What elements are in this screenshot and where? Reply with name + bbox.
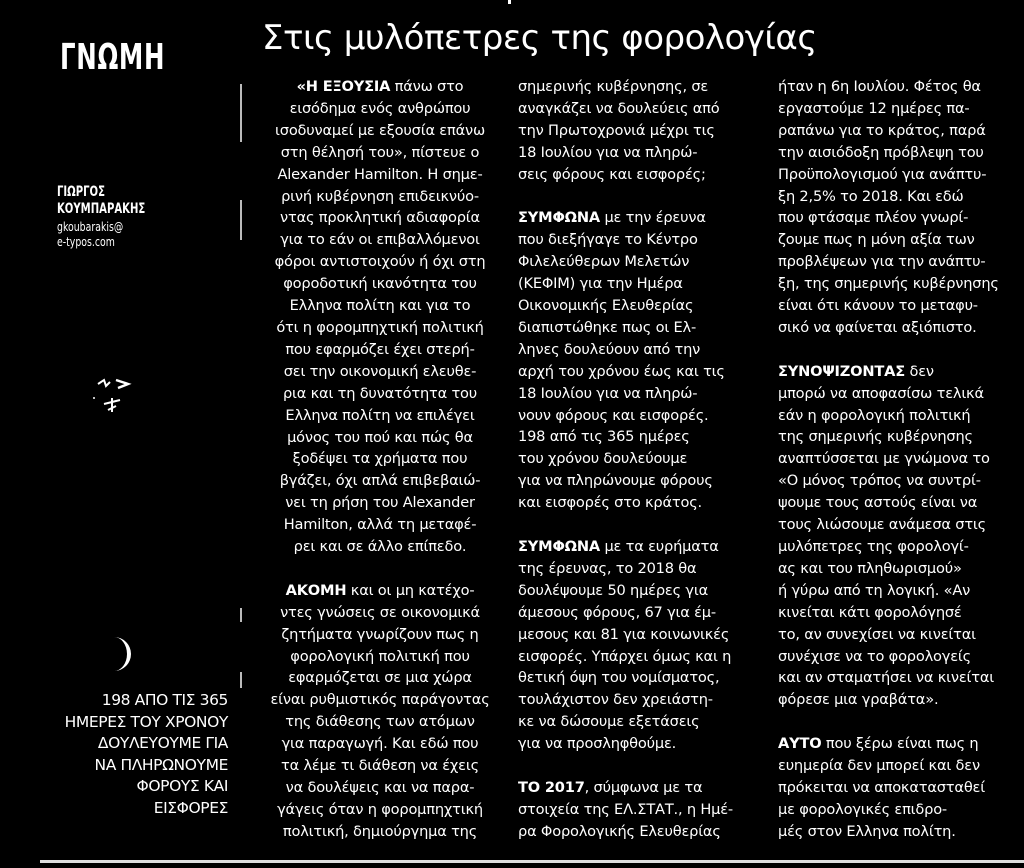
crescent-moon-icon xyxy=(108,635,138,673)
paragraph-lead: «Η ΕΞΟΥΣΙΑ xyxy=(296,78,391,95)
text-line: με φορολογικές επιδρο- xyxy=(778,800,947,818)
text-line: για να πληρώνουμε φόρους xyxy=(518,472,713,490)
text-line: φορολογική πολιτική που xyxy=(290,647,470,665)
pull-quote-line: 198 ΑΠΟ ΤΙΣ 365 xyxy=(101,691,228,709)
text-line: Alexander Hamilton. Η σημε- xyxy=(277,165,483,183)
paragraph xyxy=(262,76,498,558)
text-line: ότι η φορομπηχτική πολιτική xyxy=(276,318,484,336)
paragraph-lead: ΑΚΟΜΗ xyxy=(285,581,347,599)
article-title: Στις μυλόπετρες της φορολογίας xyxy=(262,18,817,58)
text-line: δουλέψουμε 50 ημέρες για xyxy=(518,581,709,599)
pull-quote xyxy=(52,690,228,819)
text-line: σει την οικονομική ελευθε- xyxy=(283,362,477,380)
text-line: βγάζει, όχι απλά επιβεβαιώ- xyxy=(279,472,481,490)
text-line: και αν σταματήσει να κινείται xyxy=(778,669,994,687)
author-email-line1: gkoubarakis@ xyxy=(57,220,124,234)
paragraph xyxy=(518,207,744,514)
text-line: Ελληνα πολίτη να επιλέγει xyxy=(285,406,475,424)
text-line: για παραγωγή. Και εδώ που xyxy=(281,735,479,753)
author-email-line2: e-typos.com xyxy=(57,235,115,249)
text-line: 18 Ιουλίου για να πληρώ- xyxy=(518,384,698,402)
text-line: σικό να φαίνεται αξιόπιστο. xyxy=(778,318,977,336)
text-line: Προϋπολογισμού για ανάπτυ- xyxy=(778,165,987,183)
text-line: είναι ρυθμιστικός παράγοντας xyxy=(270,691,490,709)
text-line: με την έρευνα xyxy=(604,209,706,227)
text-line: πρόκειται να αποκατασταθεί xyxy=(778,778,985,796)
column-rule xyxy=(240,672,242,688)
paragraph xyxy=(778,361,1012,712)
text-line: την αισιόδοξη πρόβλεψη του xyxy=(778,143,984,161)
text-line: μπορώ να αποφασίσω τελικά xyxy=(778,384,984,402)
text-line: πολιτική, δημιούργημα της xyxy=(282,822,478,840)
text-line: στοιχεία της ΕΛ.ΣΤΑΤ., η Ημέ- xyxy=(518,800,733,818)
text-line: εισφορές. Υπάρχει όμως και η xyxy=(518,647,732,665)
text-line: τα λέμε τι διάθεση να έχεις xyxy=(281,757,479,775)
text-line: εάν η φορολογική πολιτική xyxy=(778,406,971,424)
text-line: ζουμε πως η μόνη αξία των xyxy=(778,231,975,249)
text-line: ρα Φορολογικής Ελευθερίας xyxy=(518,822,721,840)
text-line: φόροι αντιστοιχούν ή όχι στη xyxy=(274,253,486,271)
text-line: συνέχισε να το φορολογείς xyxy=(778,647,971,665)
article-column-2 xyxy=(518,76,744,865)
pull-quote-line: ΦΟΡΟΥΣ ΚΑΙ xyxy=(136,777,228,795)
text-line: ξοδέψει τα χρήματα που xyxy=(292,450,468,468)
text-line: και οι μη κατέχο- xyxy=(350,581,475,599)
text-line: πάνω στο xyxy=(394,78,464,95)
text-line: που φτάσαμε πλέον γνωρί- xyxy=(778,209,969,227)
text-line: ρει και σε άλλο επίπεδο. xyxy=(293,538,467,556)
text-line: Φιλελεύθερων Μελετών xyxy=(518,253,690,271)
author-name-first: ΓΙΩΡΓΟΣ xyxy=(57,184,106,200)
text-line: που εφαρμόζει έχει στερή- xyxy=(285,340,475,358)
author-name xyxy=(57,184,145,218)
text-line: για το εάν οι επιβαλλόμενοι xyxy=(280,231,480,249)
text-line: προβλέψεων για την ανάπτυ- xyxy=(778,253,986,271)
text-line: φόρεσε μια γραβάτα». xyxy=(778,691,939,709)
text-line: τουλάχιστον δεν χρειάστη- xyxy=(518,691,713,709)
author-name-last: ΚΟΥΜΠΑΡΑΚΗΣ xyxy=(57,201,146,217)
text-line: κινείται κάτι φορολόγησέ xyxy=(778,603,962,621)
text-line: τους λιώσουμε ανάμεσα στις xyxy=(778,516,987,534)
text-line: κε να δώσουμε εξετάσεις xyxy=(518,713,700,731)
text-line: με τα ευρήματα xyxy=(604,538,719,555)
text-line: και εισφορές στο κράτος. xyxy=(518,494,702,512)
column-rule xyxy=(240,200,242,240)
text-line: μυλόπετρες της φορολογί- xyxy=(778,538,969,556)
text-line: ήταν η 6η Ιουλίου. Φέτος θα xyxy=(778,78,981,95)
paragraph-lead: ΣΥΜΦΩΝΑ xyxy=(518,538,600,555)
pull-quote-line: ΔΟΥΛΕΥΟΥΜΕ ΓΙΑ xyxy=(97,734,228,752)
text-line: ραπάνω για το κράτος, παρά xyxy=(778,121,986,139)
text-line: ας και του πληθωρισμού» xyxy=(778,559,962,577)
text-line: νει τη ρήση του Alexander xyxy=(285,494,475,512)
column-rule xyxy=(240,84,242,142)
sidebar xyxy=(0,0,232,860)
text-line: αρχή του χρόνου έως και τις xyxy=(518,362,725,380)
text-line: που διεξήγαγε το Κέντρο xyxy=(518,231,698,249)
text-line: «Ο μόνος τρόπος να συντρί- xyxy=(778,472,981,490)
text-line: της σημερινής κυβέρνησης xyxy=(778,428,973,446)
paragraph xyxy=(518,777,744,843)
bottom-rule xyxy=(40,860,1024,863)
text-line: στη θέλησή του», πίστευε ο xyxy=(280,143,480,161)
text-line: ή γύρω από τη λογική. «Αν xyxy=(778,581,971,599)
text-line: Hamilton, αλλά τη μεταφέ- xyxy=(283,516,477,534)
decorative-marks-icon xyxy=(90,378,150,418)
text-line: εισόδημα ενός ανθρώπου xyxy=(289,99,471,117)
text-line: εργαστούμε 12 ημέρες πα- xyxy=(778,99,970,117)
paragraph xyxy=(518,536,744,755)
text-line: μές στον Ελληνα πολίτη. xyxy=(778,822,956,840)
text-line: ντας προκλητική αδιαφορία xyxy=(280,209,480,227)
text-line: (ΚΕΦΙΜ) για την Ημέρα xyxy=(518,275,683,293)
text-line: φοροδοτική ικανότητα του xyxy=(283,275,477,293)
pull-quote-line: ΕΙΣΦΟΡΕΣ xyxy=(153,798,228,817)
text-line: ληνες δουλεύουν από την xyxy=(518,340,701,358)
text-line: αναγκάζει να δουλεύεις από xyxy=(518,99,720,117)
text-line: ρινή κυβέρνηση επιδεικνύο- xyxy=(281,187,479,205)
paragraph-lead: ΤΟ 2017 xyxy=(518,778,585,796)
text-line: ντες γνώσεις σε οικονομικά xyxy=(280,603,480,621)
text-line: 18 Ιουλίου για να πληρώ- xyxy=(518,143,698,161)
text-line: εφαρμόζεται σε μια χώρα xyxy=(288,669,472,687)
column-rule xyxy=(240,608,242,622)
author-email xyxy=(57,220,123,250)
text-line: ξη 2,5% το 2018. Και εδώ xyxy=(778,187,964,205)
paragraph xyxy=(778,733,1012,843)
paragraph xyxy=(262,580,498,843)
paragraph xyxy=(518,76,744,186)
paragraph-lead: ΑΥΤΟ xyxy=(778,735,822,753)
text-line: θετική όψη του νομίσματος, xyxy=(518,669,720,687)
text-line: που ξέρω είναι πως η xyxy=(825,735,979,753)
article-column-1 xyxy=(262,76,498,865)
text-line: γάγεις όταν η φορομπηχτική xyxy=(277,800,483,818)
section-label: ΓΝΩΜΗ xyxy=(60,37,166,78)
pull-quote-line: ΝΑ ΠΛΗΡΩΝΟΥΜΕ xyxy=(94,755,228,774)
text-line: για να προσληφθούμε. xyxy=(518,735,677,753)
text-line: σεις φόρους και εισφορές; xyxy=(518,165,706,183)
text-line: μεσους και 81 για κοινωνικές xyxy=(518,625,730,643)
text-line: Οικονομικής Ελευθερίας xyxy=(518,297,694,315)
paragraph xyxy=(778,76,1012,339)
text-line: νουν φόρους και εισφορές. xyxy=(518,406,709,424)
text-line: 198 από τις 365 ημέρες xyxy=(518,428,690,446)
text-line: Ελληνα πολίτη και για το xyxy=(289,297,471,315)
article-column-3 xyxy=(778,76,1012,865)
text-line: της έρευνας, το 2018 θα xyxy=(518,559,697,577)
text-line: να δουλέψεις και να παρα- xyxy=(285,778,475,796)
text-line: μόνος του πού και πώς θα xyxy=(287,428,473,446)
text-line: διαπιστώθηκε πως οι Ελ- xyxy=(518,318,697,336)
text-line: σημερινής κυβέρνησης, σε xyxy=(518,78,709,95)
paragraph-lead: ΣΥΜΦΩΝΑ xyxy=(518,209,600,227)
pull-quote-line: ΗΜΕΡΕΣ ΤΟΥ ΧΡΟΝΟΥ xyxy=(64,712,228,731)
text-line: είναι ότι κάνουν το μεταφυ- xyxy=(778,297,978,315)
text-line: το, αν συνεχίσει να κινείται xyxy=(778,625,976,643)
text-line: του χρόνου δουλεύουμε xyxy=(518,450,688,468)
text-line: αναπτύσσεται με γνώμονα το xyxy=(778,450,990,468)
text-line: άμεσους φόρους, 67 για έμ- xyxy=(518,603,716,621)
text-line: ζητήματα γνωρίζουν πως η xyxy=(281,625,479,643)
text-line: ξη, της σημερινής κυβέρνησης xyxy=(778,275,999,293)
paragraph-lead: ΣΥΝΟΨΙΖΟΝΤΑΣ xyxy=(778,362,906,380)
top-mark xyxy=(508,0,511,4)
text-line: της διάθεσης των ατόμων xyxy=(285,713,475,731)
text-line: ρια και τη δυνατότητα του xyxy=(282,384,478,402)
text-line: ψουμε τους αστούς είναι να xyxy=(778,494,978,512)
text-line: δεν xyxy=(909,362,934,380)
text-line: ισοδυναμεί με εξουσία επάνω xyxy=(275,121,485,139)
text-line: ευημερία δεν μπορεί και δεν xyxy=(778,757,980,775)
text-line: την Πρωτοχρονιά μέχρι τις xyxy=(518,121,715,139)
text-line: , σύμφωνα με τα xyxy=(584,778,703,796)
